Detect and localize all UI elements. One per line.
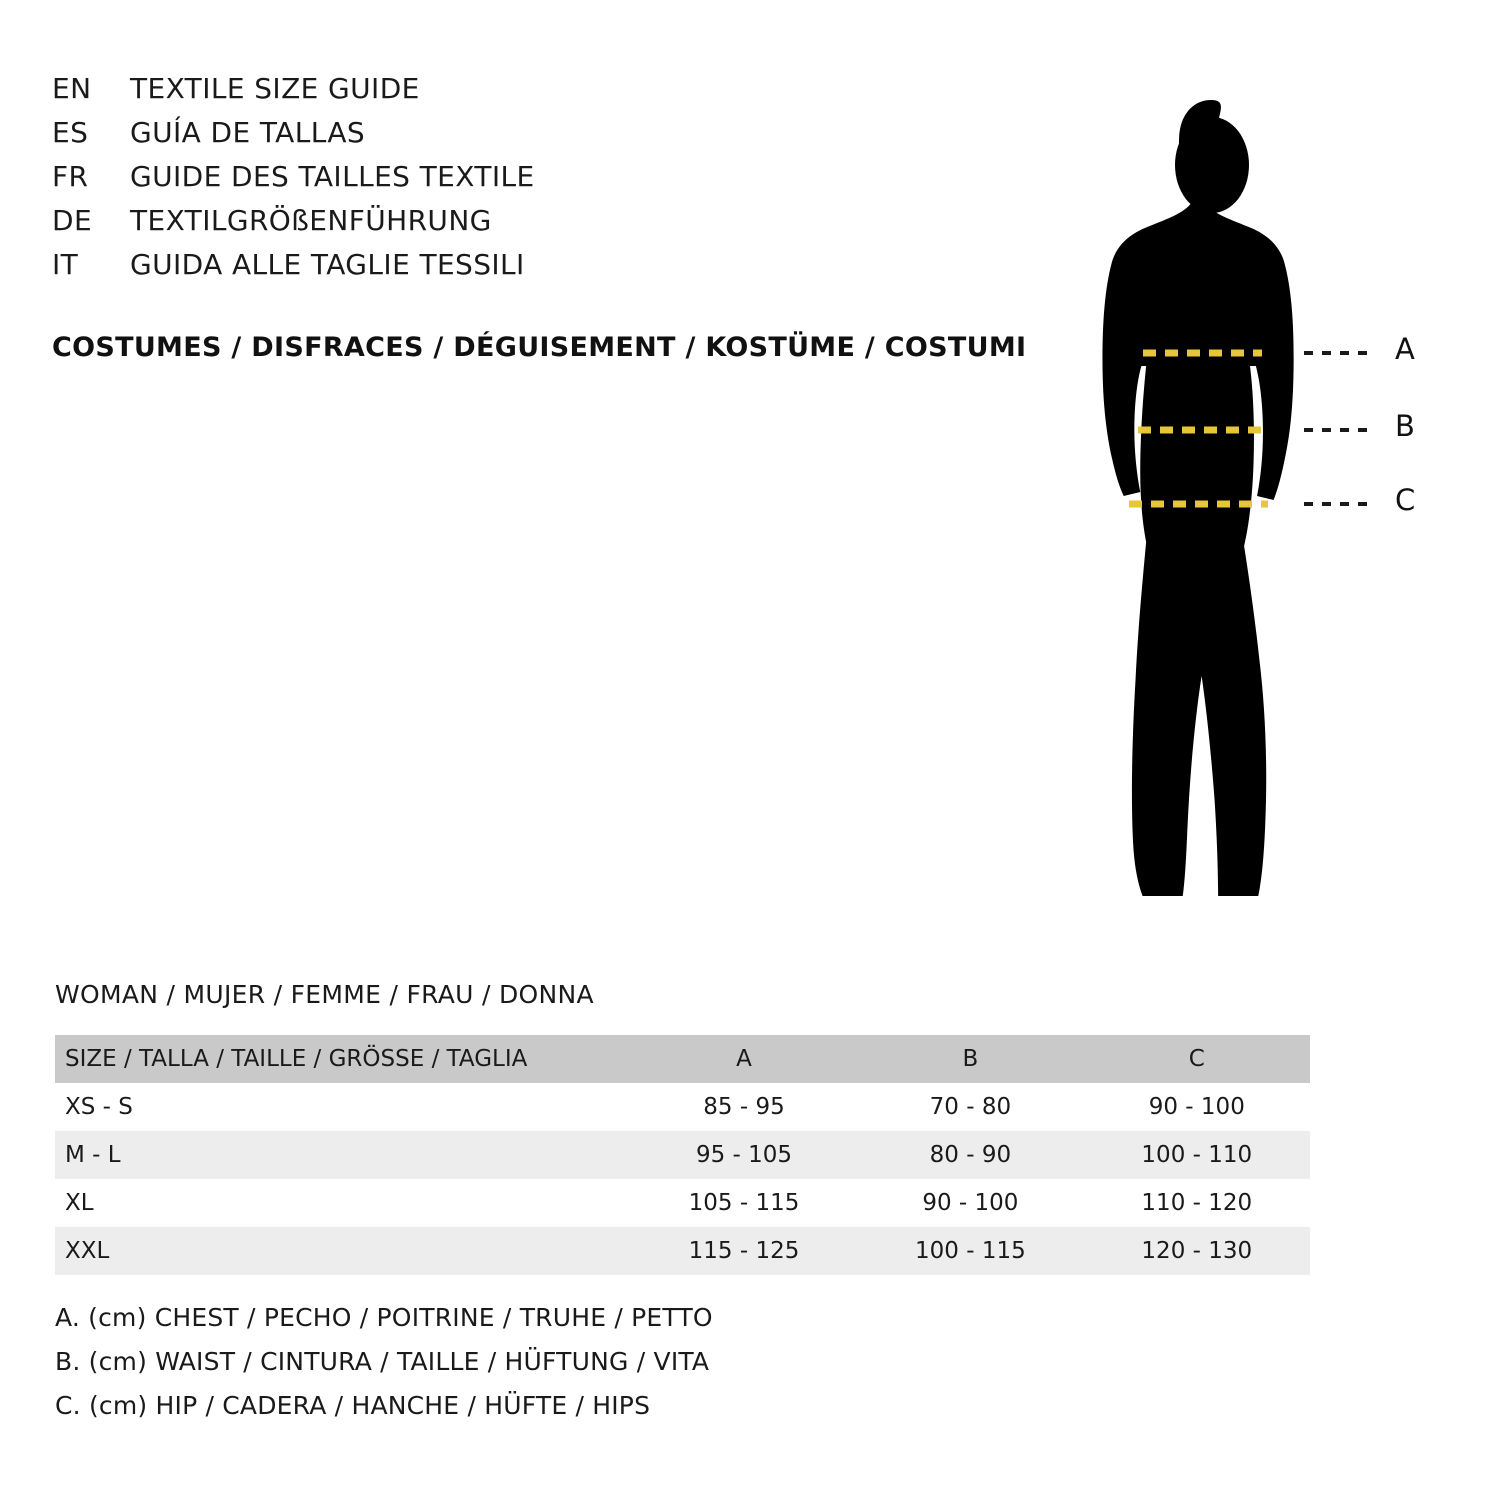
marker-label-a: A xyxy=(1395,332,1415,366)
language-text: GUIDE DES TAILLES TEXTILE xyxy=(130,160,535,193)
legend-line-a: A. (cm) CHEST / PECHO / POITRINE / TRUHE / PETTO xyxy=(55,1303,713,1332)
body-figure xyxy=(1040,60,1460,940)
language-list xyxy=(52,72,1032,292)
language-row-es xyxy=(52,116,1032,160)
table-row xyxy=(55,1083,1310,1131)
table-row xyxy=(55,1227,1310,1275)
cell-chest: 105 - 115 xyxy=(688,1190,800,1216)
cell-hip: 100 - 110 xyxy=(1141,1142,1253,1168)
cell-waist: 80 - 90 xyxy=(929,1142,1012,1168)
language-text: TEXTILGRÖßENFÜHRUNG xyxy=(130,204,492,237)
cell-chest: 85 - 95 xyxy=(703,1094,785,1120)
cell-size: M - L xyxy=(65,1142,121,1168)
language-row-fr xyxy=(52,160,1032,204)
language-text: GUÍA DE TALLAS xyxy=(130,116,366,149)
column-header-a: A xyxy=(736,1046,752,1072)
language-row-it xyxy=(52,248,1032,292)
table-row xyxy=(55,1179,1310,1227)
legend-line-c: C. (cm) HIP / CADERA / HANCHE / HÜFTE / HIPS xyxy=(55,1391,651,1420)
language-code: DE xyxy=(52,204,93,237)
cell-size: XS - S xyxy=(65,1094,133,1120)
marker-label-c: C xyxy=(1395,483,1416,517)
measurement-legend xyxy=(55,1296,1155,1428)
language-code: EN xyxy=(52,72,92,105)
language-row-de xyxy=(52,204,1032,248)
cell-hip: 90 - 100 xyxy=(1148,1094,1245,1120)
cell-size: XL xyxy=(65,1190,94,1216)
table-title: WOMAN / MUJER / FEMME / FRAU / DONNA xyxy=(55,980,594,1009)
language-text: TEXTILE SIZE GUIDE xyxy=(130,72,420,105)
category-subtitle: COSTUMES / DISFRACES / DÉGUISEMENT / KOSTÜME / COSTUMI xyxy=(52,332,1027,363)
table-header-row xyxy=(55,1035,1310,1083)
column-header-b: B xyxy=(962,1046,979,1072)
cell-waist: 100 - 115 xyxy=(915,1238,1026,1264)
cell-hip: 120 - 130 xyxy=(1141,1238,1253,1264)
marker-label-b: B xyxy=(1395,409,1415,443)
size-table xyxy=(55,1035,1310,1275)
cell-hip: 110 - 120 xyxy=(1141,1190,1253,1216)
cell-waist: 90 - 100 xyxy=(922,1190,1019,1216)
language-code: IT xyxy=(52,248,79,281)
column-header-c: C xyxy=(1188,1046,1205,1072)
table-row xyxy=(55,1131,1310,1179)
legend-line-b: B. (cm) WAIST / CINTURA / TAILLE / HÜFTUNG / VITA xyxy=(55,1347,710,1376)
cell-chest: 95 - 105 xyxy=(695,1142,793,1168)
cell-waist: 70 - 80 xyxy=(929,1094,1012,1120)
language-text: GUIDA ALLE TAGLIE TESSILI xyxy=(130,248,525,281)
cell-size: XXL xyxy=(65,1238,110,1264)
language-row-en xyxy=(52,72,1032,116)
language-code: FR xyxy=(52,160,89,193)
column-header-size: SIZE / TALLA / TAILLE / GRÖSSE / TAGLIA xyxy=(65,1046,528,1072)
cell-chest: 115 - 125 xyxy=(688,1238,800,1264)
language-code: ES xyxy=(52,116,89,149)
